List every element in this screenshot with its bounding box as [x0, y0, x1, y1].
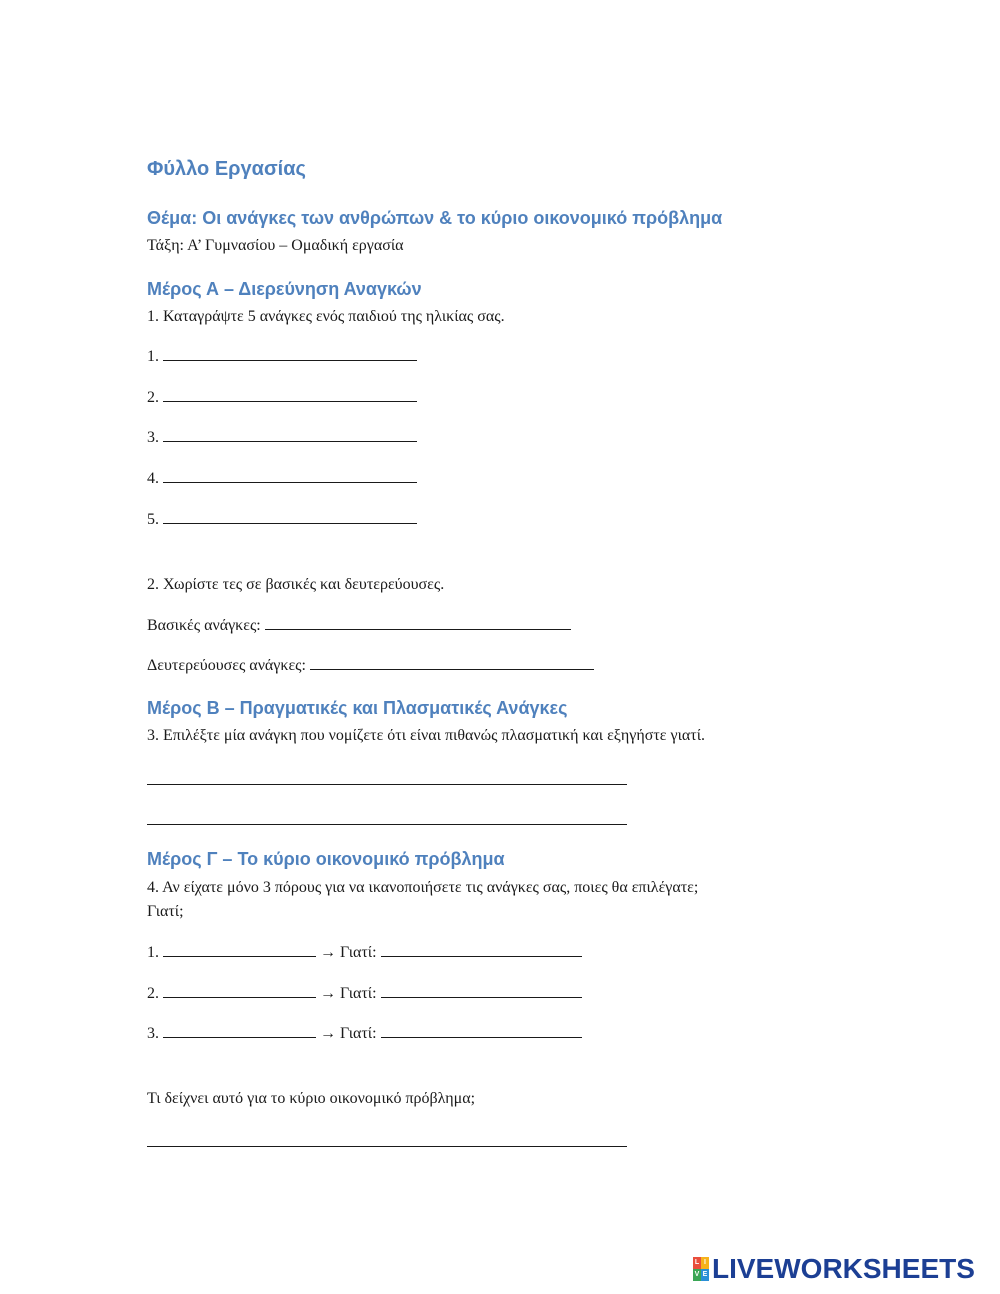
item-number: 4.: [147, 470, 159, 487]
badge-letter: E: [701, 1269, 709, 1281]
arrow-why-label: → Γιατί:: [320, 944, 377, 961]
part-a-heading: Μέρος Α – Διερεύνηση Αναγκών: [147, 279, 422, 299]
answer-line[interactable]: [163, 467, 417, 483]
liveworksheets-logo: [693, 1254, 975, 1284]
why-answer-line[interactable]: [381, 1022, 582, 1038]
arrow-why-label: → Γιατί:: [320, 985, 377, 1002]
question-1: 1. Καταγράψτε 5 ανάγκες ενός παιδιού της ηλικίας σας.: [147, 308, 505, 325]
question-4-line-1: 4. Αν είχατε μόνο 3 πόρους για να ικανοποιήσετε τις ανάγκες σας, ποιες θα επιλέγατε;: [147, 879, 699, 896]
answer-line[interactable]: [147, 1146, 627, 1147]
need-item-2: [147, 386, 417, 410]
item-number: 3.: [147, 1025, 159, 1042]
need-item-4: [147, 467, 417, 491]
why-answer-line[interactable]: [381, 982, 582, 998]
resource-answer-line[interactable]: [163, 1022, 316, 1038]
question-5: Τι δείχνει αυτό για το κύριο οικονομικό πρόβλημα;: [147, 1090, 476, 1107]
item-number: 2.: [147, 389, 159, 406]
item-number: 5.: [147, 511, 159, 528]
need-item-5: [147, 508, 417, 532]
answer-line[interactable]: [163, 426, 417, 442]
question-2: 2. Χωρίστε τες σε βασικές και δευτερεύουσες.: [147, 576, 445, 593]
answer-line[interactable]: [163, 345, 417, 361]
need-item-3: [147, 426, 417, 450]
secondary-needs-label: Δευτερεύουσες ανάγκες:: [147, 657, 306, 674]
part-b-heading: Μέρος Β – Πραγματικές και Πλασματικές Ανάγκες: [147, 698, 568, 718]
badge-letter: V: [693, 1269, 701, 1281]
logo-text: LIVEWORKSHEETS: [712, 1253, 975, 1284]
question-4-line-2: Γιατί;: [147, 903, 184, 920]
item-number: 2.: [147, 985, 159, 1002]
basic-needs-answer-line[interactable]: [265, 614, 571, 630]
resource-item-3: [147, 1022, 582, 1046]
answer-line[interactable]: [147, 784, 627, 785]
arrow-why-label: → Γιατί:: [320, 1025, 377, 1042]
answer-line[interactable]: [147, 824, 627, 825]
worksheet-title: Φύλλο Εργασίας: [147, 158, 306, 180]
basic-needs-label: Βασικές ανάγκες:: [147, 617, 261, 634]
resource-item-2: [147, 982, 582, 1006]
logo-badge-icon: [693, 1257, 709, 1281]
topic-heading: Θέμα: Οι ανάγκες των ανθρώπων & το κύριο οικονομικό πρόβλημα: [147, 208, 723, 228]
resource-item-1: [147, 941, 582, 965]
part-c-heading: Μέρος Γ – Το κύριο οικονομικό πρόβλημα: [147, 849, 505, 869]
why-answer-line[interactable]: [381, 941, 582, 957]
badge-letter: I: [701, 1257, 709, 1269]
item-number: 3.: [147, 429, 159, 446]
resource-answer-line[interactable]: [163, 941, 316, 957]
secondary-needs-answer-line[interactable]: [310, 654, 594, 670]
question-3: 3. Επιλέξτε μία ανάγκη που νομίζετε ότι είναι πιθανώς πλασματική και εξηγήστε γιατί.: [147, 727, 705, 744]
item-number: 1.: [147, 348, 159, 365]
answer-line[interactable]: [163, 508, 417, 524]
answer-line[interactable]: [163, 386, 417, 402]
badge-letter: L: [693, 1257, 701, 1269]
item-number: 1.: [147, 944, 159, 961]
secondary-needs-row: [147, 654, 594, 678]
class-info: Τάξη: Α’ Γυμνασίου – Ομαδική εργασία: [147, 237, 404, 254]
need-item-1: [147, 345, 417, 369]
resource-answer-line[interactable]: [163, 982, 316, 998]
basic-needs-row: [147, 614, 571, 638]
